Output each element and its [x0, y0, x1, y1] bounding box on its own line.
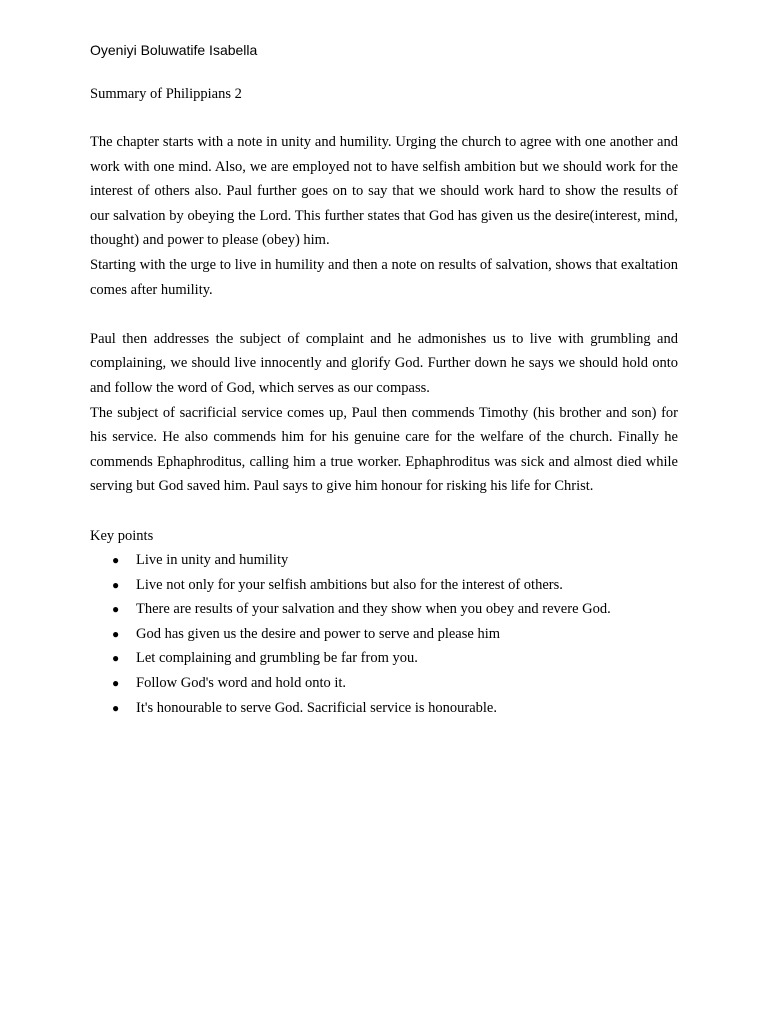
- paragraph-unity-humility: The chapter starts with a note in unity and humility. Urging the church to agree with one another and work with one mind. Also, we are employed not to have selfish ambition but we should work for the interest of others also. Paul further goes on to say that we should work hard to show the results of our salvation by obeying the Lord. This further states that God has given us the desire(interest, mind, thought) and power to please (obey) him.: [90, 134, 678, 249]
- list-item-text: It's honourable to serve God. Sacrificial service is honourable.: [136, 699, 497, 716]
- bullet-icon: ●: [112, 700, 120, 715]
- document-title: Summary of Philippians 2: [90, 86, 242, 102]
- paragraph-exaltation: Starting with the urge to live in humility and then a note on results of salvation, shows that exaltation comes after humility.: [90, 256, 678, 298]
- paragraph-complaint: Paul then addresses the subject of complaint and he admonishes us to live with grumbling and complaining, we should live innocently and glorify God. Further down he says we should hold onto and follow the word of God, which serves as our compass.: [90, 330, 678, 396]
- list-item: [90, 646, 678, 671]
- list-item: [90, 548, 678, 573]
- bullet-icon: ●: [112, 676, 120, 691]
- list-item-text: God has given us the desire and power to serve and please him: [136, 625, 501, 642]
- list-item-text: Live in unity and humility: [136, 552, 289, 569]
- paragraph-spacer: [90, 499, 678, 524]
- bullet-icon: ●: [112, 577, 120, 592]
- paragraph-sacrificial-service: The subject of sacrificial service comes up, Paul then commends Timothy (his brother and son) for his service. He also commends him for his genuine care for the welfare of the church. Finally he commends Ephaphroditus, calling him a true worker. Ephaphroditus was sick and almost died while serving but God saved him. Paul says to give him honour for risking his life for Christ.: [90, 404, 678, 495]
- list-item: [90, 696, 678, 721]
- list-item: [90, 671, 678, 696]
- list-item-text: Let complaining and grumbling be far from you.: [136, 650, 418, 667]
- list-item-text: There are results of your salvation and they show when you obey and revere God.: [136, 601, 611, 618]
- author-name: Oyeniyi Boluwatife Isabella: [90, 42, 258, 58]
- list-item-text: Live not only for your selfish ambitions but also for the interest of others.: [136, 576, 563, 593]
- list-item: [90, 573, 678, 598]
- bullet-icon: ●: [112, 651, 120, 666]
- list-item: [90, 622, 678, 647]
- document-body: [90, 130, 678, 720]
- key-points-heading: Key points: [90, 527, 154, 544]
- bullet-icon: ●: [112, 602, 120, 617]
- list-item: [90, 597, 678, 622]
- bullet-icon: ●: [112, 553, 120, 568]
- key-points-list: [90, 548, 678, 720]
- paragraph-spacer: [90, 302, 678, 327]
- list-item-text: Follow God's word and hold onto it.: [136, 675, 347, 692]
- bullet-icon: ●: [112, 626, 120, 641]
